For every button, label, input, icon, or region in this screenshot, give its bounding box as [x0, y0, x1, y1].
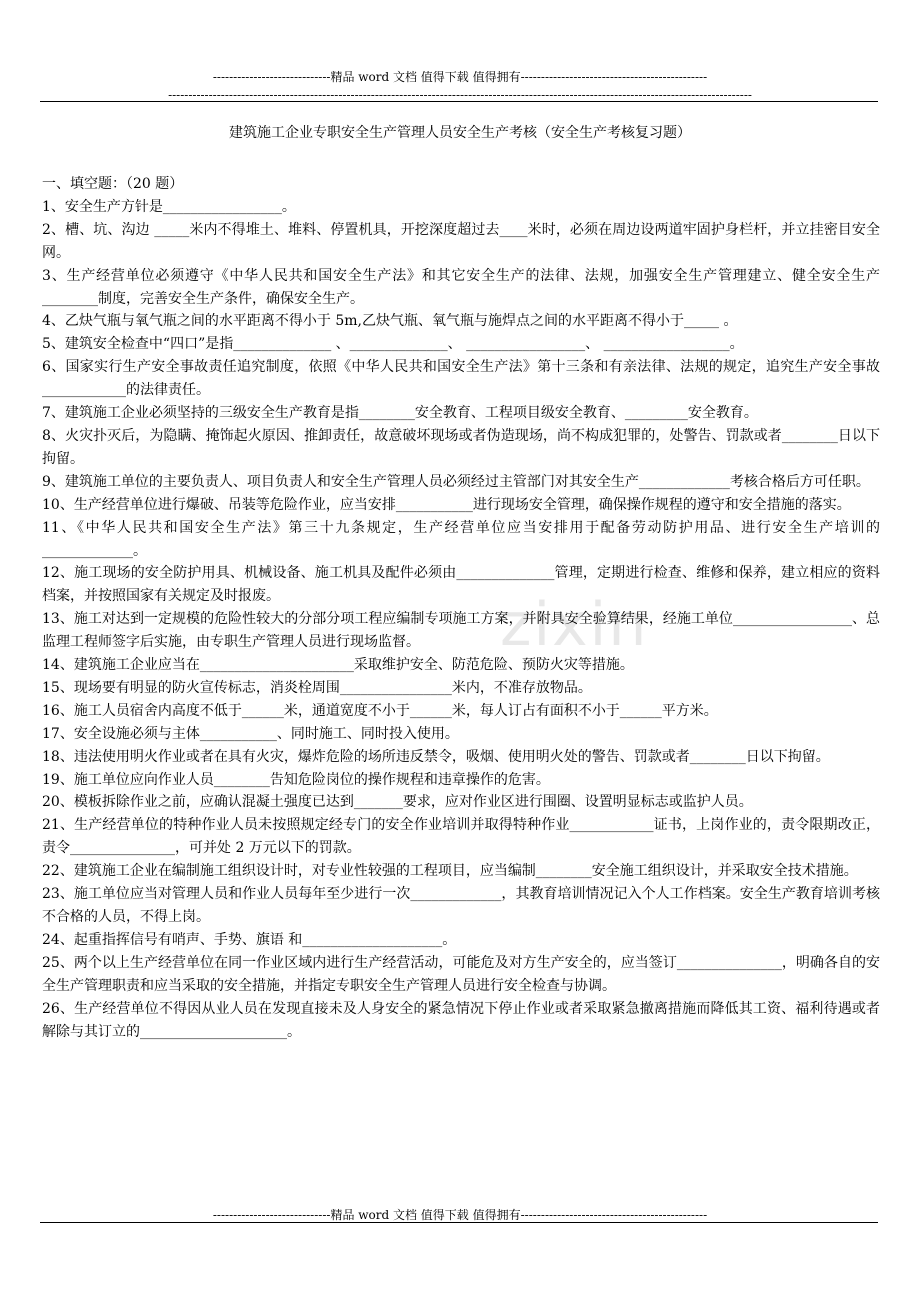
header-line-1: -----------------------------精品 word 文档 值得下载 值得拥有---------------------------------------------- — [212, 70, 708, 84]
question-item: 26、生产经营单位不得因从业人员在发现直接未及人身安全的紧急情况下停止作业或者采取紧急撤离措施而降低其工资、福利待遇或者解除与其订立的_____________________。 — [42, 1000, 880, 1040]
question-list — [42, 173, 880, 1043]
question-item: 15、现场要有明显的防火宣传标志，消炎栓周围________________米内，不准存放物品。 — [42, 679, 592, 696]
question-item: 2、槽、坑、沟边 _____米内不得堆土、堆料、停置机具，开挖深度超过去____米时，必须在周边设两道牢固护身栏杆，并立挂密目安全网。 — [42, 221, 880, 261]
question-item: 5、建筑安全检查中“四口”是指______________ 、______________、 _________________、 __________________。 — [42, 336, 744, 353]
document-title: 建筑施工企业专职安全生产管理人员安全生产考核（安全生产考核复习题） — [229, 125, 691, 141]
question-item: 7、建筑施工企业必须坚持的三级安全生产教育是指________安全教育、工程项目级安全教育、_________安全教育。 — [42, 405, 758, 422]
question-item: 9、建筑施工单位的主要负责人、项目负责人和安全生产管理人员必须经过主管部门对其安全生产_____________考核合格后方可任职。 — [42, 473, 870, 490]
question-item: 19、施工单位应向作业人员________告知危险岗位的操作规程和违章操作的危害。 — [42, 771, 550, 788]
question-item: 6、国家实行生产安全事故责任追究制度，依照《中华人民共和国安全生产法》第十三条和有亲法律、法规的规定，追究生产安全事故____________的法律责任。 — [42, 359, 880, 399]
question-item: 12、施工现场的安全防护用具、机械设备、施工机具及配件必须由______________管理，定期进行检查、维修和保养，建立相应的资料档案，并按照国家有关规定及时报废。 — [42, 565, 880, 605]
footer-rule — [40, 1222, 878, 1223]
question-item: 10、生产经营单位进行爆破、吊装等危险作业，应当安排___________进行现场安全管理，确保操作规程的遵守和安全措施的落实。 — [42, 496, 851, 513]
question-item: 21、生产经营单位的特种作业人员未按照规定经专门的安全作业培训并取得特种作业____________证书，上岗作业的，责令限期改正，责令_______________，可并处 2 万元以下的罚款。 — [42, 817, 880, 857]
question-item: 17、安全设施必须与主体___________、同时施工、同时投入使用。 — [42, 725, 459, 742]
header-rule — [40, 101, 878, 102]
question-item: 18、违法使用明火作业或者在具有火灾，爆炸危险的场所违反禁令，吸烟、使用明火处的警告、罚款或者________日以下拘留。 — [42, 748, 830, 765]
question-item: 4、乙炔气瓶与氧气瓶之间的水平距离不得小于 5m,乙炔气瓶、氧气瓶与施焊点之间的水平距离不得小于_____ 。 — [42, 313, 738, 330]
question-item: 11、《中华人民共和国安全生产法》第三十九条规定，生产经营单位应当安排用于配备劳动防护用品、进行安全生产培训的_____________。 — [42, 519, 880, 559]
footer-line-1: -----------------------------精品 word 文档 值得下载 值得拥有---------------------------------------------- — [212, 1208, 708, 1222]
section-heading: 一、填空题：（20 题） — [42, 176, 184, 192]
question-item: 24、起重指挥信号有哨声、手势、旗语 和____________________。 — [42, 931, 457, 948]
question-item: 23、施工单位应当对管理人员和作业人员每年至少进行一次_____________，其教育培训情况记入个人工作档案。安全生产教育培训考核不合格的人员，不得上岗。 — [42, 886, 880, 925]
question-item: 16、施工人员宿舍内高度不低于______米，通道宽度不小于______米，每人订占有面积不小于______平方米。 — [42, 702, 718, 719]
question-item: 25、两个以上生产经营单位在同一作业区域内进行生产经营活动，可能危及对方生产安全的，应当签订_______________，明确各自的安全生产管理职责和应当采取的安全措施，并指定专职安全生产管理人员进行安全检查与协调。 — [42, 954, 880, 994]
watermark: zixin — [500, 590, 649, 660]
question-item: 3、生产经营单位必须遵守《中华人民共和国安全生产法》和其它安全生产的法律、法规，加强安全生产管理建立、健全安全生产________制度，完善安全生产条件，确保安全生产。 — [42, 267, 880, 307]
question-item: 20、模板拆除作业之前，应确认混凝土强度已达到_______要求，应对作业区进行围圈、设置明显标志或监护人员。 — [42, 794, 753, 811]
question-item: 1、安全生产方针是_________________。 — [42, 198, 296, 215]
question-item: 8、火灾扑灭后，为隐瞒、掩饰起火原因、推卸责任，故意破坏现场或者伪造现场，尚不构成犯罪的，处警告、罚款或者________日以下拘留。 — [42, 427, 880, 467]
header-line-2: ------------------------------------------------------------------------------------------------------------------------------------------------ — [168, 88, 752, 102]
question-item: 22、建筑施工企业在编制施工组织设计时，对专业性较强的工程项目，应当编制________安全施工组织设计，并采取安全技术措施。 — [42, 863, 858, 880]
question-item: 13、施工对达到一定规模的危险性较大的分部分项工程应编制专项施工方案，并附具安全验算结果，经施工单位_________________、总监理工程师签字后实施，由专职生产管理人员进行现场监督。 — [42, 611, 880, 651]
question-item: 14、建筑施工企业应当在______________________采取维护安全、防范危险、预防火灾等措施。 — [42, 657, 634, 674]
